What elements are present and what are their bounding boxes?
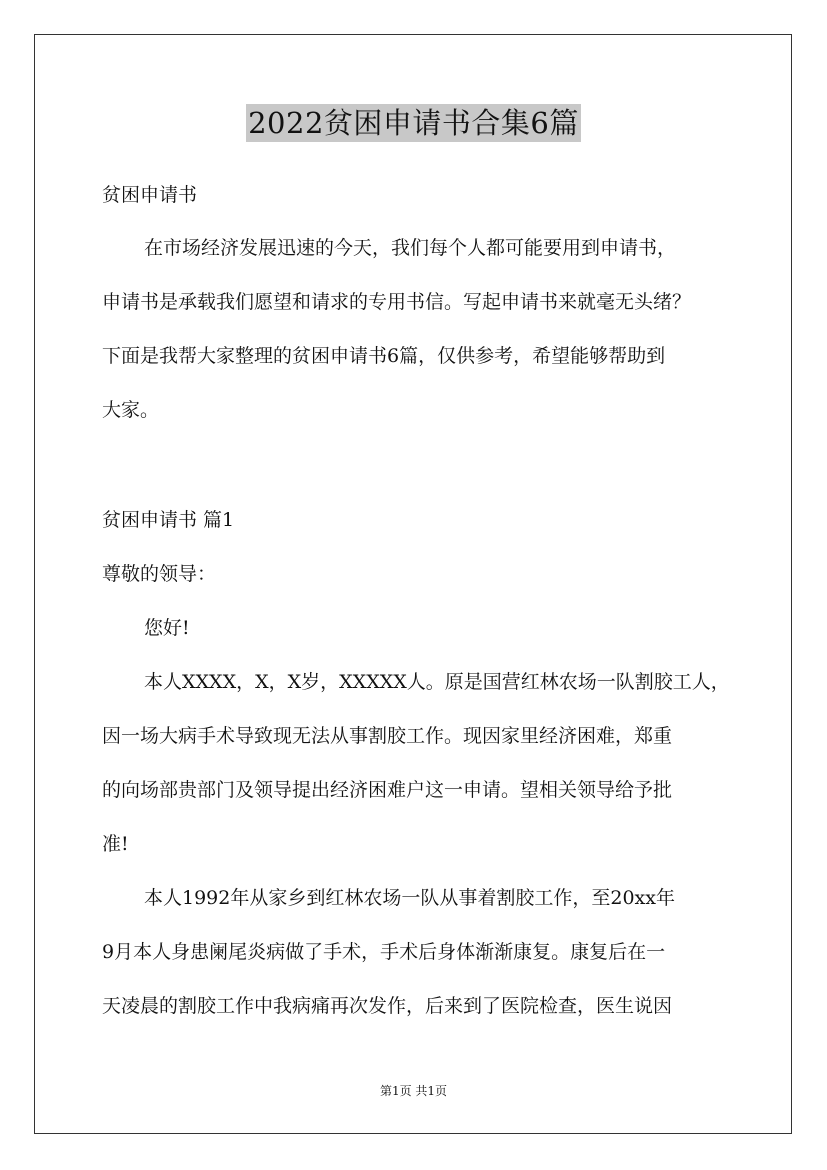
salutation: 尊敬的领导： bbox=[102, 563, 217, 585]
paragraph-line: 天凌晨的割胶工作中我病痛再次发作，后来到了医院检查，医生说因 bbox=[102, 995, 673, 1017]
paragraph-line: 9月本人身患阑尾炎病做了手术，手术后身体渐渐康复。康复后在一 bbox=[102, 941, 666, 963]
paragraph-line: 准! bbox=[102, 833, 129, 855]
paragraph-line: 本人XXXX，X，X岁，XXXXX人。原是国营红林农场一队割胶工人， bbox=[144, 671, 730, 693]
greeting: 您好! bbox=[144, 617, 190, 639]
section-heading: 贫困申请书 bbox=[102, 184, 198, 206]
paragraph-line: 本人1992年从家乡到红林农场一队从事着割胶工作，至20xx年 bbox=[144, 887, 675, 909]
page-footer: 第1页 共1页 bbox=[379, 1084, 448, 1098]
paragraph-line: 下面是我帮大家整理的贫困申请书6篇，仅供参考，希望能够帮助到 bbox=[102, 345, 666, 367]
paragraph-line: 申请书是承载我们愿望和请求的专用书信。写起申请书来就毫无头绪？ bbox=[102, 291, 692, 313]
paragraph-line: 的向场部贵部门及领导提出经济困难户这一申请。望相关领导给予批 bbox=[102, 779, 673, 801]
title-container bbox=[0, 104, 827, 142]
paragraph-line: 大家。 bbox=[102, 399, 160, 421]
paragraph-line: 因一场大病手术导致现无法从事割胶工作。现因家里经济困难，郑重 bbox=[102, 725, 673, 747]
section-heading: 贫困申请书 篇1 bbox=[102, 509, 235, 531]
paragraph-line: 在市场经济发展迅速的今天，我们每个人都可能要用到申请书， bbox=[144, 237, 677, 259]
document-title: 2022贫困申请书合集6篇 bbox=[248, 106, 579, 140]
